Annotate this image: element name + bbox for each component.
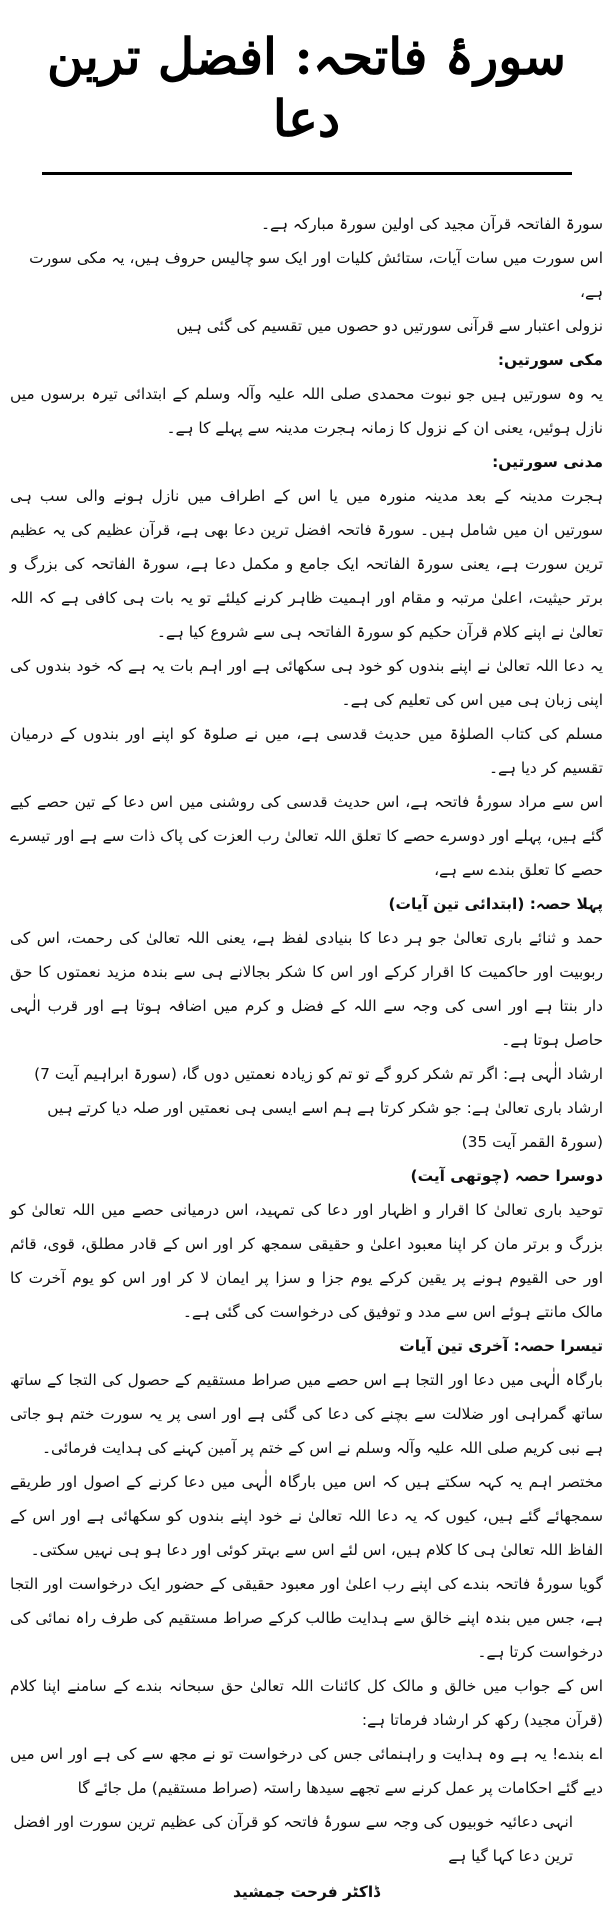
paragraph: اس سورت میں سات آیات، ستائش کلیات اور ایک سو چالیس حروف ہیں، یہ مکی سورت ہے، [29, 249, 603, 301]
paragraph: توحید باری تعالیٰ کا اقرار و اظہار اور دعا کی تمہید، اس درمیانی حصے میں اللہ تعالیٰ کو بزرگ و برتر مان کر اپنا معبود اعلیٰ و حقیقی سمجھ کر اور اس کے قادر مطلق، قوی، قائم اور حی القیوم ہونے پر یقین کرکے یوم جزا و سزا پر ایمان لا کر اور اس کو یوم آخرت کا مالک مانتے ہوئے اس سے مدد و توفیق کی درخواست کی گئی ہے۔ [10, 1201, 603, 1321]
paragraph: مسلم کی کتاب الصلوٰۃ میں حدیث قدسی ہے، میں نے صلوۃ کو اپنے اور بندوں کے درمیان تقسیم کر دیا ہے۔ [10, 725, 603, 777]
paragraph: اے بندے! یہ ہے وہ ہدایت و راہنمائی جس کی درخواست تو نے مجھ سے کی ہے اور اس میں دیے گئے احکامات پر عمل کرنے سے تجھے سیدھا راستہ (صراط مستقیم) مل جائے گا [10, 1745, 603, 1797]
paragraph: اس سے مراد سورۂ فاتحہ ہے، اس حدیث قدسی کی روشنی میں اس دعا کے تین حصے کیے گئے ہیں، پہلے اور دوسرے حصے کا تعلق اللہ تعالیٰ رب العزت کی پاک ذات سے ہے اور تیسرے حصے کا تعلق بندے سے ہے، [10, 793, 603, 879]
section-heading: دوسرا حصہ (چوتھی آیت) [410, 1167, 603, 1185]
quote: ارشاد الٰہی ہے: اگر تم شکر کرو گے تو تم کو زیادہ نعمتیں دوں گا، (سورۃ ابراہیم آیت 7) [34, 1065, 603, 1083]
paragraph: ہجرت مدینہ کے بعد مدینہ منورہ میں یا اس کے اطراف میں نازل ہونے والی سب ہی سورتیں ان میں شامل ہیں۔ سورۃ فاتحہ افضل ترین دعا بھی ہے، قرآن عظیم کی یہ عظیم ترین سورت ہے، یعنی سورۃ الفاتحہ ایک جامع و مکمل دعا ہے، سورۃ الفاتحہ کی بزرگ و برتر حیثیت، اعلیٰ مرتبہ و مقام اور اہمیت ظاہر کرنے کیلئے تو یہ بات ہی کافی ہے کہ اللہ تعالیٰ نے اپنے کلام قرآن حکیم کو سورۃ الفاتحہ ہی سے شروع کیا ہے۔ [10, 487, 603, 641]
paragraph: یہ وہ سورتیں ہیں جو نبوت محمدی صلی اللہ علیہ وآلہ وسلم کے ابتدائی تیرہ برسوں میں نازل ہوئیں، یعنی ان کے نزول کا زمانہ ہجرت مدینہ سے پہلے کا ہے۔ [10, 385, 603, 437]
closing-paragraph: انہی دعائیہ خوبیوں کی وجہ سے سورۂ فاتحہ کو قرآن کی عظیم ترین سورت اور افضل ترین دعا کہا گیا ہے [13, 1813, 573, 1865]
author-name: ڈاکٹر فرحت جمشید [233, 1883, 380, 1901]
paragraph: یہ دعا اللہ تعالیٰ نے اپنے بندوں کو خود ہی سکھائی ہے اور اہم بات یہ ہے کہ خود بندوں کی اپنی زبان ہی میں اس کی تعلیم کی ہے۔ [10, 657, 603, 709]
quote: ارشاد باری تعالیٰ ہے: جو شکر کرتا ہے ہم اسے ایسی ہی نعمتیں اور صلہ دیا کرتے ہیں (سورۃ القمر آیت 35) [47, 1099, 603, 1151]
paragraph: نزولی اعتبار سے قرآنی سورتیں دو حصوں میں تقسیم کی گئی ہیں [176, 317, 603, 335]
paragraph: مختصر اہم یہ کہہ سکتے ہیں کہ اس میں بارگاہ الٰہی میں دعا کرنے کے اصول اور طریقے سمجھائے گئے ہیں، کیوں کہ یہ دعا اللہ تعالیٰ نے خود اپنے بندوں کو سکھائی ہے اور اس کے الفاظ اللہ تعالیٰ ہی کا کلام ہیں، اس لئے اس سے بہتر کوئی اور دعا ہو ہی نہیں سکتی۔ [10, 1473, 603, 1559]
title-underline [42, 172, 572, 175]
paragraph: گویا سورۂ فاتحہ بندے کی اپنے رب اعلیٰ اور معبود حقیقی کے حضور ایک درخواست اور التجا ہے، جس میں بندہ اپنے خالق سے ہدایت طالب کرکے صراط مستقیم کی طرف راہ نمائی کی درخواست کرتا ہے۔ [10, 1575, 603, 1661]
page-title: سورۂ فاتحہ: افضل ترین دعا [47, 27, 566, 148]
paragraph: بارگاہ الٰہی میں دعا اور التجا ہے اس حصے میں صراط مستقیم کے حصول کی التجا کے ساتھ ساتھ گمراہی اور ضلالت سے بچنے کی دعا کی گئی ہے اور اسی پر یہ سورت ختم ہو جاتی ہے نبی کریم صلی اللہ علیہ وآلہ وسلم نے اس کے ختم پر آمین کہنے کی ہدایت فرمائی۔ [10, 1371, 603, 1457]
paragraph: سورۃ الفاتحہ قرآن مجید کی اولین سورۃ مبارکہ ہے۔ [260, 215, 603, 233]
article-body [10, 207, 603, 1873]
section-heading: تیسرا حصہ: آخری تین آیات [399, 1337, 603, 1355]
paragraph: حمد و ثنائے باری تعالیٰ جو ہر دعا کا بنیادی لفظ ہے، یعنی اللہ تعالیٰ کی رحمت، اس کی ربوبیت اور حاکمیت کا اقرار کرکے اور اس کا شکر بجالانے ہی سے بندہ مزید نعمتوں کا حق دار بنتا ہے اور اسی کی وجہ سے اللہ کے فضل و کرم میں اضافہ ہوتا ہے اور قرب الٰہی حاصل ہوتا ہے۔ [10, 929, 603, 1049]
section-heading: مکی سورتیں: [497, 351, 603, 369]
section-heading: مدنی سورتیں: [492, 453, 603, 471]
paragraph: اس کے جواب میں خالق و مالک کل کائنات اللہ تعالیٰ حق سبحانہ بندے کے سامنے اپنا کلام (قرآن مجید) رکھ کر ارشاد فرماتا ہے: [10, 1677, 603, 1729]
section-heading: پہلا حصہ: (ابتدائی تین آیات) [388, 895, 603, 913]
